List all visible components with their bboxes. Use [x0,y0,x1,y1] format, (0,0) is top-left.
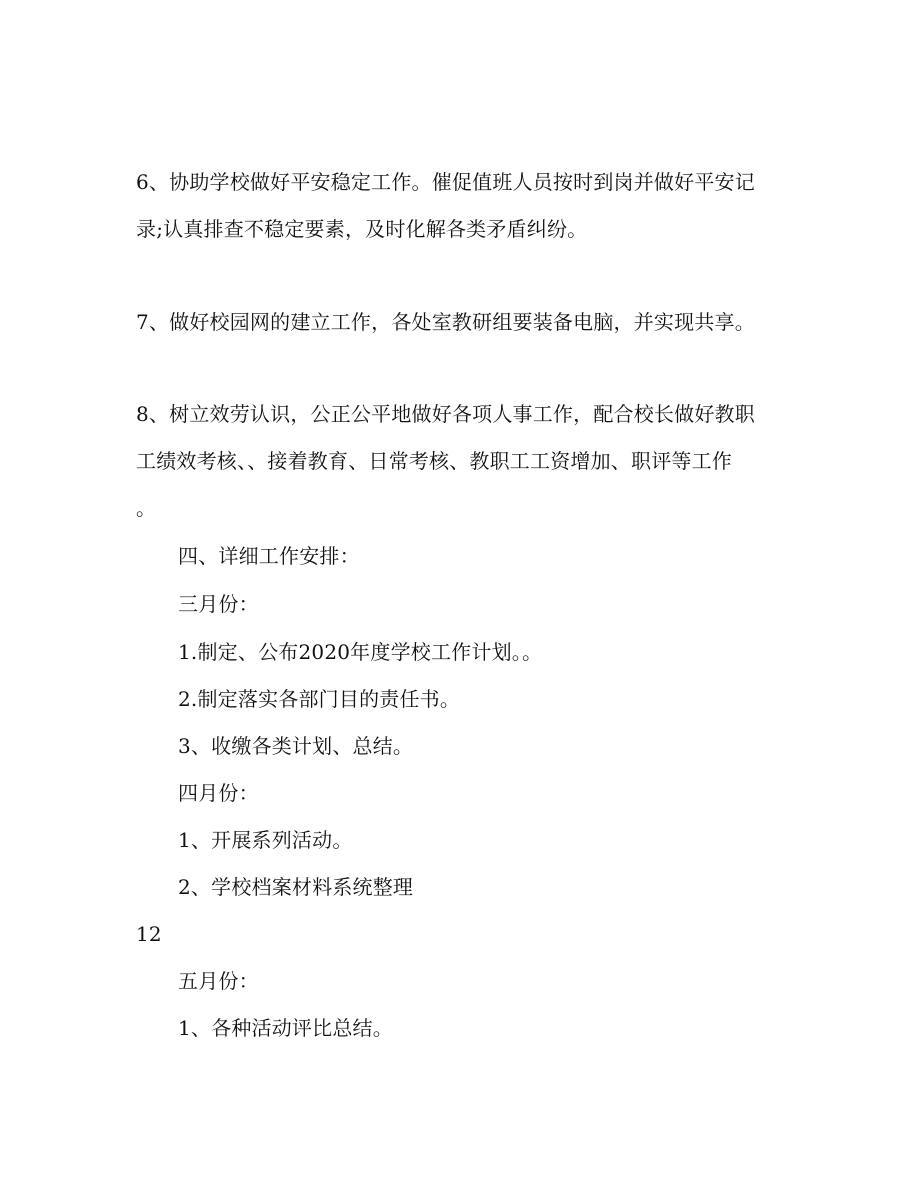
item-8-line-2: 工绩效考核、、接着教育、日常考核、教职工工资增加、职评等工作 [136,449,732,473]
april-item-1: 1、开展系列活动。 [178,828,353,852]
march-item-1: 1.制定、公布2020年度学校工作计划。。 [178,640,543,664]
item-8-line-1: 8、树立效劳认识，公正公平地做好各项人事工作，配合校长做好教职 [136,402,755,426]
march-item-3: 3、收缴各类计划、总结。 [178,734,414,758]
item-6-line-1: 6、协助学校做好平安稳定工作。催促值班人员按时到岗并做好平安记 [136,170,755,194]
april-item-2: 2、学校档案材料系统整理 [178,875,414,899]
may-title: 五月份： [178,969,259,993]
schedule-heading: 四、详细工作安排： [178,544,360,568]
item-8-line-3: 。 [136,496,157,520]
item-7: 7、做好校园网的建立工作，各处室教研组要装备电脑，并实现共享。 [136,310,755,334]
march-title: 三月份： [178,592,259,616]
page-number: 12 [136,922,162,946]
item-6-line-2: 录;认真排查不稳定要素，及时化解各类矛盾纠纷。 [136,217,588,241]
april-title: 四月份： [178,781,259,805]
march-item-2: 2.制定落实各部门目的责任书。 [178,687,461,711]
may-item-1: 1、各种活动评比总结。 [178,1016,393,1040]
